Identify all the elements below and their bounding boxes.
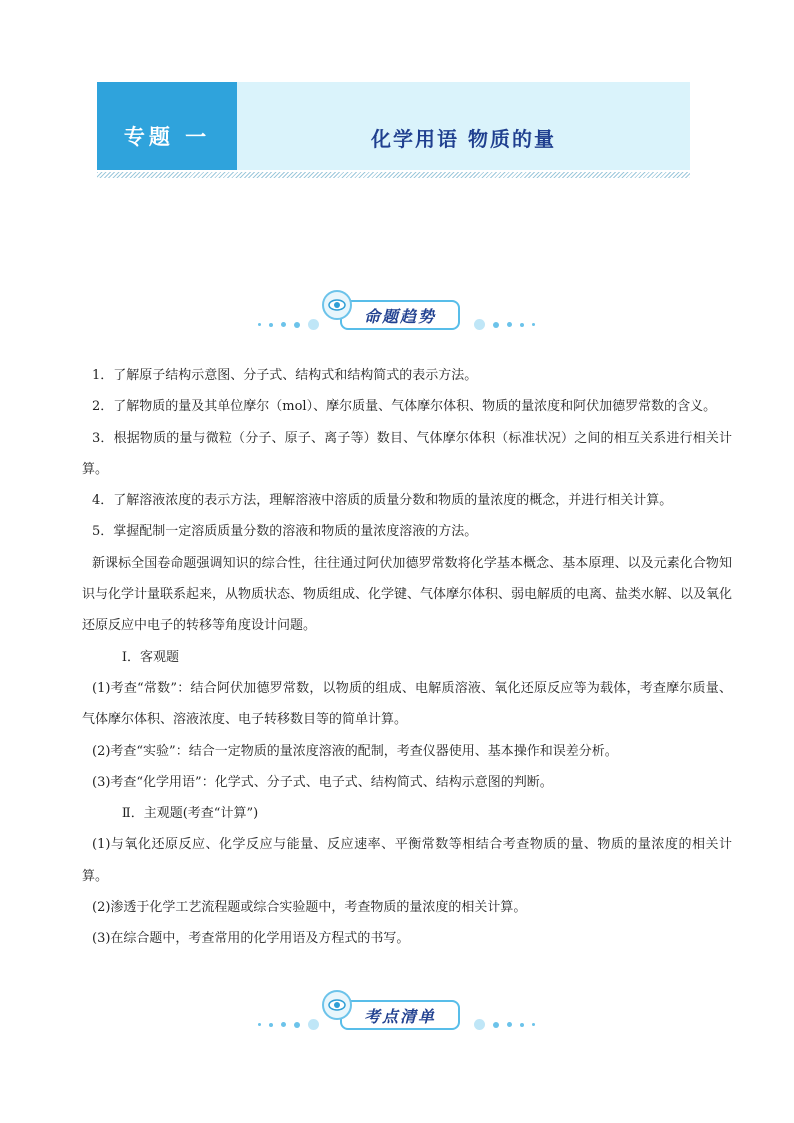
paragraph: (1)考查“常数”：结合阿伏加德罗常数，以物质的组成、电解质溶液、氧化还原反应等为载体，考查摩尔质量、气体摩尔体积、溶液浓度、电子转移数目等的简单计算。 (82, 680, 732, 728)
paragraph: (3)在综合题中，考查常用的化学用语及方程式的书写。 (92, 931, 410, 947)
eye-icon (322, 990, 352, 1020)
section-badge: 考点清单 (340, 1000, 460, 1030)
paragraph: 5．掌握配制一定溶质质量分数的溶液和物质的量浓度溶液的方法。 (92, 524, 478, 540)
paragraph: 3．根据物质的量与微粒（分子、原子、离子等）数目、气体摩尔体积（标准状况）之间的相互关系进行相关计算。 (82, 430, 732, 477)
topic-label: 专题 一 (97, 82, 237, 170)
eye-icon (322, 290, 352, 320)
topic-banner (97, 82, 690, 170)
banner-hatch-divider (97, 172, 690, 178)
paragraph: (1)与氧化还原反应、化学反应与能量、反应速率、平衡常数等相结合考查物质的量、物质的量浓度的相关计算。 (82, 837, 732, 884)
paragraph: Ⅰ．客观题 (121, 649, 180, 665)
paragraph: (2)考查“实验”：结合一定物质的量浓度溶液的配制，考查仪器使用、基本操作和误差分析。 (92, 743, 618, 759)
decorative-dots-right (474, 319, 535, 330)
trend-content (82, 360, 733, 955)
section-badge: 命题趋势 (340, 300, 460, 330)
paragraph: 新课标全国卷命题强调知识的综合性，往往通过阿伏加德罗常数将化学基本概念、基本原理、以及元素化合物知识与化学计量联系起来，从物质状态、物质组成、化学键、气体摩尔体积、弱电解质的电离、盐类水解、以及氧化还原反应中电子的转移等角度设计问题。 (82, 555, 733, 634)
paragraph: 2．了解物质的量及其单位摩尔（mol）、摩尔质量、气体摩尔体积、物质的量浓度和阿伏加德罗常数的含义。 (92, 399, 717, 415)
paragraph: 1．了解原子结构示意图、分子式、结构式和结构简式的表示方法。 (92, 368, 478, 383)
paragraph: Ⅱ．主观题(考查“计算”) (121, 806, 259, 822)
decorative-dots-left (258, 319, 319, 330)
decorative-dots-right (474, 1019, 535, 1030)
paragraph: (3)考查“化学用语”：化学式、分子式、电子式、结构简式、结构示意图的判断。 (92, 774, 553, 790)
topic-title: 化学用语 物质的量 (371, 126, 556, 151)
decorative-dots-left (258, 1019, 319, 1030)
section-header-checklist (0, 996, 794, 1036)
section-header-trend (0, 296, 794, 336)
paragraph: (2)渗透于化学工艺流程题或综合实验题中，考查物质的量浓度的相关计算。 (92, 900, 527, 916)
paragraph: 4．了解溶液浓度的表示方法，理解溶液中溶质的质量分数和物质的量浓度的概念，并进行相关计算。 (92, 493, 673, 509)
